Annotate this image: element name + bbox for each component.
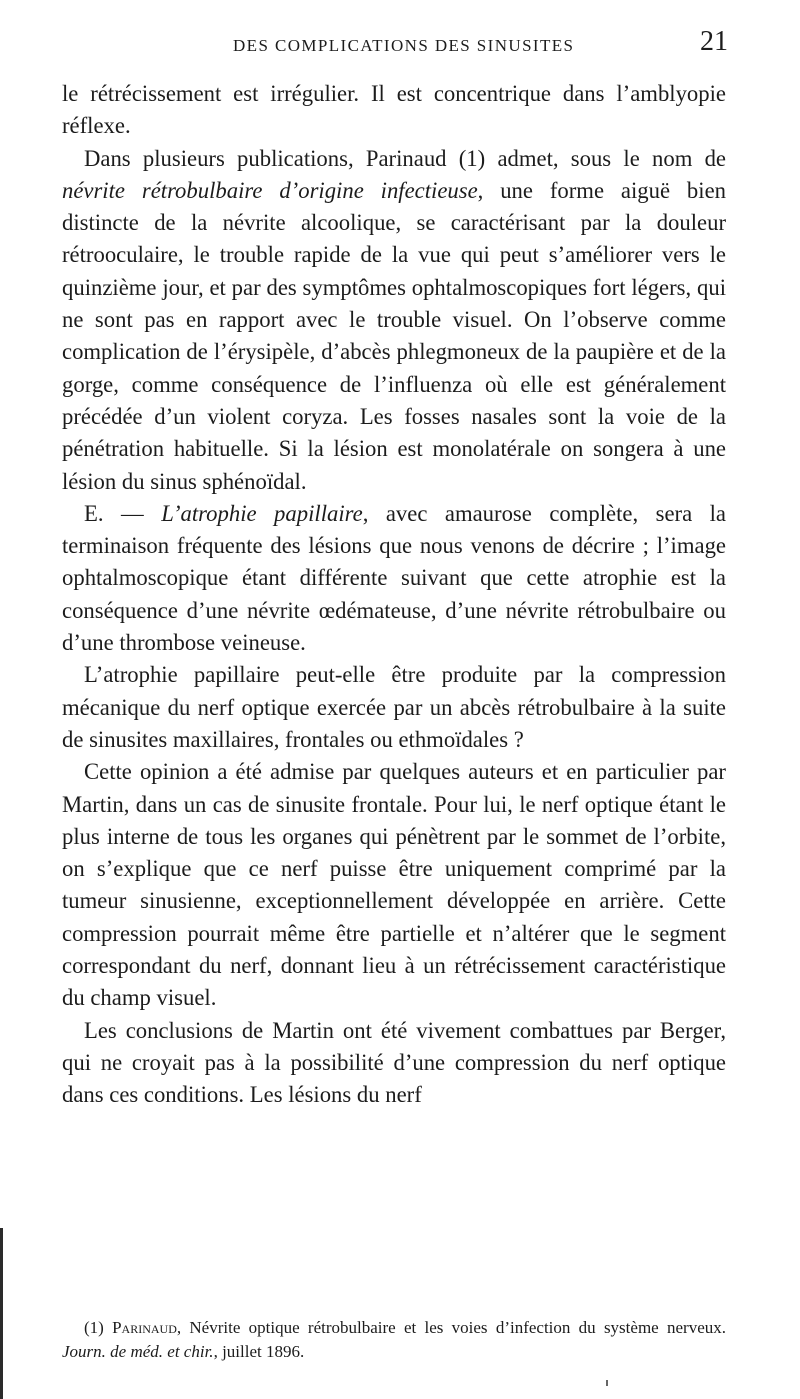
paragraph — [62, 143, 726, 498]
page-number: 21 — [700, 26, 728, 57]
paragraph: le rétrécissement est irrégulier. Il est concentrique dans l’amblyopie réflexe. — [62, 81, 726, 139]
footnote-marker: (1) — [84, 1318, 113, 1337]
paragraph-text: , avec amaurose complète, sera la terminaison fréquente des lésions que nous venons de décrire ; l’image ophtalmoscopique étant différente suivant que cette atrophie est la conséquence d’une névrite œdémateuse, d’une névrite rétrobulbaire ou d’une thrombose veineuse. — [62, 500, 727, 656]
italic-term: névrite rétrobulbaire d’origine infectieuse — [62, 177, 478, 203]
paragraph-text: Dans plusieurs publications, Parinaud (1) admet, sous le nom de — [84, 145, 726, 171]
footnote-date: , juillet 1896. — [213, 1342, 305, 1361]
scan-edge-mark — [0, 1228, 3, 1399]
body-text — [62, 78, 726, 1112]
scan-speck — [606, 1380, 608, 1386]
footnote-journal: Journ. de méd. et chir. — [62, 1342, 214, 1361]
paragraph-text: E. — — [84, 500, 162, 526]
running-title: DES COMPLICATIONS DES SINUSITES — [233, 36, 575, 55]
page-header — [118, 24, 730, 64]
italic-term: L’atrophie papillaire — [161, 500, 363, 526]
footnote-text — [62, 1316, 726, 1364]
paragraph-text: , une forme aiguë bien distincte de la névrite alcoolique, se caractérisant par la douleur rétrooculaire, le trouble rapide de la vue qui peut s’améliorer vers le quinzième jour, et par des symptômes ophtalmoscopiques fort légers, qui ne sont pas en rapport avec le trouble visuel. On l’observe comme complication de l’érysipèle, d’abcès phlegmoneux de la paupière et de la gorge, comme conséquence de l’influenza où elle est généralement précédée d’un violent coryza. Les fosses nasales sont la voie de la pénétration habituelle. Si la lésion est monolatérale on songera à une lésion du sinus sphénoïdal. — [62, 177, 726, 494]
footnote — [62, 1316, 726, 1364]
paragraph: L’atrophie papillaire peut-elle être produite par la compression mécanique du nerf optique exercée par un abcès rétrobulbaire à la suite de sinusites maxillaires, frontales ou ethmoïdales ? — [62, 662, 726, 752]
footnote-author: Parinaud — [112, 1318, 177, 1337]
paragraph: Les conclusions de Martin ont été vivement combattues par Berger, qui ne croyait pas à la possibilité d’une compression du nerf optique dans ces conditions. Les lésions du nerf — [62, 1017, 726, 1108]
paragraph — [62, 498, 726, 659]
paragraph: Cette opinion a été admise par quelques auteurs et en particulier par Martin, dans un cas de sinusite frontale. Pour lui, le nerf optique étant le plus interne de tous les organes qui pénètrent par le sommet de l’orbite, on s’explique que ce nerf puisse être uniquement comprimé par la tumeur sinusienne, exceptionnellement développée en arrière. Cette compression pourrait même être partielle et n’altérer que le segment correspondant du nerf, donnant lieu à un rétrécissement caractéristique du champ visuel. — [62, 759, 726, 1011]
footnote-citation: , Névrite optique rétrobulbaire et les voies d’infection du système nerveux. — [176, 1318, 726, 1337]
